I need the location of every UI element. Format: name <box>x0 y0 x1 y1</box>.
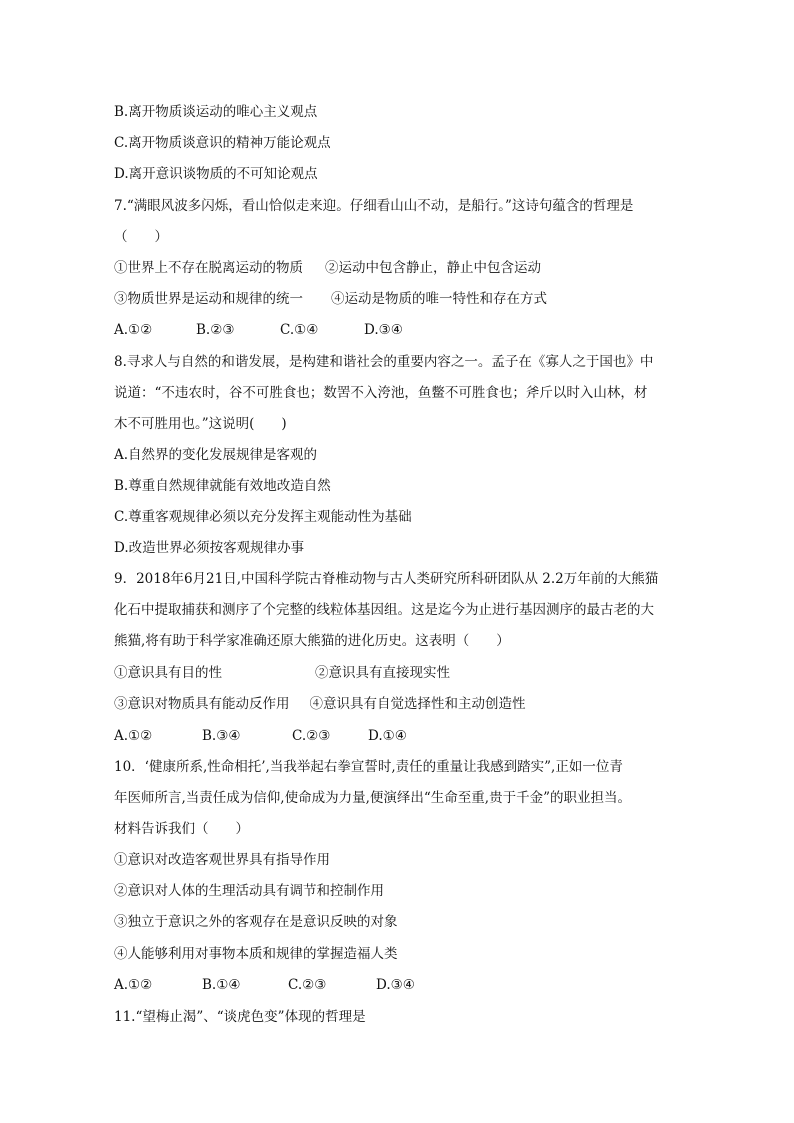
q10-choice-c: C.②③ <box>288 977 327 993</box>
q9-statement-1: ①意识具有目的性 <box>114 665 222 681</box>
q9-stem-line-1: 9．2018年6月21日,中国科学院古脊椎动物与古人类研究所科研团队从 2.2万年前的大熊猫 <box>114 571 659 587</box>
q7-statement-3: ③物质世界是运动和规律的统一 <box>114 291 303 307</box>
q7-choice-c: C.①④ <box>280 322 319 338</box>
q10-stem-line-3: 材料告诉我们（ ） <box>114 821 249 837</box>
q9-choice-d: D.①④ <box>368 728 407 744</box>
q10-statement-1: ①意识对改造客观世界具有指导作用 <box>114 852 330 868</box>
q9-choice-a: A.①② <box>114 728 153 744</box>
q9-statements-row-1 <box>114 663 450 683</box>
q7-answer-blank: （ ） <box>114 229 168 245</box>
q6-option-c: C.离开物质谈意识的精神万能论观点 <box>114 135 331 151</box>
q7-statements-row-1 <box>114 258 541 278</box>
q7-choice-d: D.③④ <box>364 322 403 338</box>
q10-choice-b: B.①④ <box>202 977 241 993</box>
q10-statement-3: ③独立于意识之外的客观存在是意识反映的对象 <box>114 914 398 930</box>
q8-option-b: B.尊重自然规律就能有效地改造自然 <box>114 478 331 494</box>
q8-stem-line-1: 8.寻求人与自然的和谐发展，是构建和谐社会的重要内容之一。孟子在《寡人之于国也》中 <box>114 354 654 370</box>
q9-choice-b: B.③④ <box>202 728 241 744</box>
q9-statement-4: ④意识具有自觉选择性和主动创造性 <box>309 696 526 712</box>
q7-stem-line-1: 7.“满眼风波多闪烁，看山恰似走来迎。仔细看山山不动，是船行。”这诗句蕴含的哲理是 <box>114 198 634 214</box>
q11-stem-line-1: 11.“望梅止渴”、“谈虎色变”体现的哲理是 <box>114 1009 366 1025</box>
q7-choices <box>114 320 403 340</box>
q7-statement-2: ②运动中包含静止，静止中包含运动 <box>325 260 541 276</box>
q10-stem-line-1: 10．‘健康所系,性命相托’,当我举起右拳宣誓时,责任的重量让我感到踏实”,正如一位青 <box>114 759 623 775</box>
q7-choice-b: B.②③ <box>196 322 235 338</box>
q8-option-a: A.自然界的变化发展规律是客观的 <box>114 447 318 463</box>
q9-choice-c: C.②③ <box>292 728 331 744</box>
q8-stem-line-3: 木不可胜用也。”这说明( ) <box>114 416 287 432</box>
q8-option-c: C.尊重客观规律必须以充分发挥主观能动性为基础 <box>114 509 412 525</box>
q9-stem-line-3: 熊猫,将有助于科学家准确还原大熊猫的进化历史。这表明（ ） <box>114 633 510 649</box>
q7-statements-row-2 <box>114 289 547 309</box>
q9-statement-3: ③意识对物质具有能动反作用 <box>114 696 290 712</box>
q9-stem-line-2: 化石中提取捕获和测序了个完整的线粒体基因组。这是迄今为止进行基因测序的最古老的大 <box>114 602 654 618</box>
q10-choice-a: A.①② <box>114 977 153 993</box>
q7-statement-4: ④运动是物质的唯一特性和存在方式 <box>331 291 547 307</box>
q6-option-b: B.离开物质谈运动的唯心主义观点 <box>114 104 318 120</box>
q8-stem-line-2: 说道：“不违农时，谷不可胜食也；数罟不入洿池，鱼鳖不可胜食也；斧斤以时入山林，材 <box>114 385 648 401</box>
q10-choice-d: D.③④ <box>376 977 415 993</box>
q9-statement-2: ②意识具有直接现实性 <box>315 665 450 681</box>
q10-stem-line-2: 年医师所言,当责任成为信仰,使命成为力量,便演绎出“生命至重,贵于千金”的职业担当。 <box>114 790 631 806</box>
q8-option-d: D.改造世界必须按客观规律办事 <box>114 540 305 556</box>
q7-choice-a: A.①② <box>114 322 153 338</box>
q6-option-d: D.离开意识谈物质的不可知论观点 <box>114 166 318 182</box>
q10-choices <box>114 975 415 995</box>
q10-statement-2: ②意识对人体的生理活动具有调节和控制作用 <box>114 883 384 899</box>
q7-statement-1: ①世界上不存在脱离运动的物质 <box>114 260 303 276</box>
q9-choices <box>114 726 407 746</box>
q10-statement-4: ④人能够利用对事物本质和规律的掌握造福人类 <box>114 946 398 962</box>
q9-statements-row-2 <box>114 694 526 714</box>
